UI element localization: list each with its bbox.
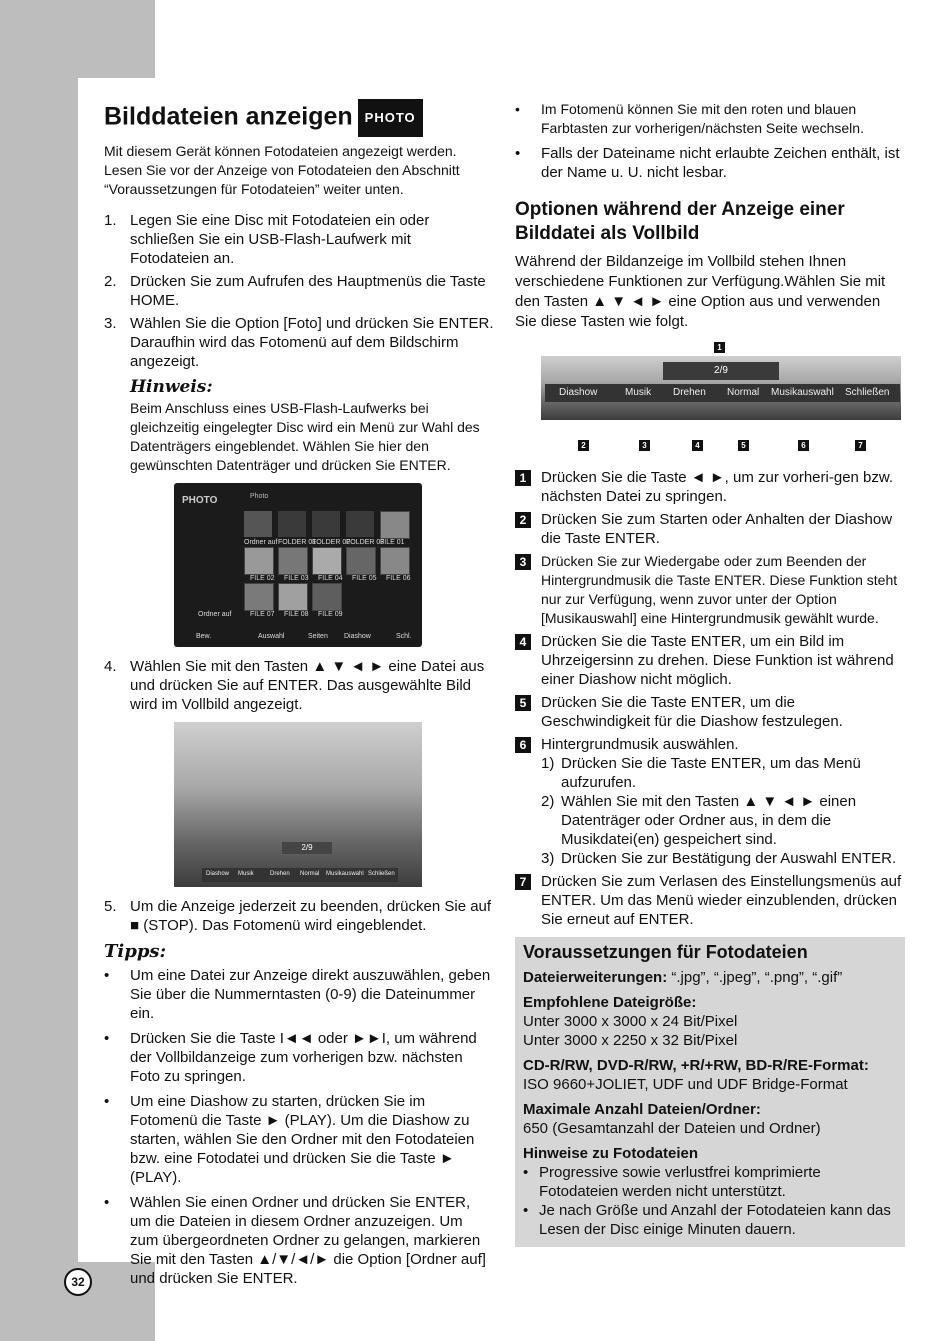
marker-4: 4 bbox=[692, 440, 703, 451]
menu-subheader: Photo bbox=[250, 493, 269, 500]
marker-6: 6 bbox=[798, 440, 809, 451]
requirements-extensions: Dateierweiterungen: “.jpg”, “.jpeg”, “.png”, “.gif” bbox=[523, 969, 843, 986]
hinweis-title: Hinweis: bbox=[130, 377, 213, 397]
requirements-notes: Hinweise zu Fotodateien • Progressive sowie verlustfrei komprimierte Fotodateien werden nicht unterstützt. • Je nach Größe und Anzahl der Fotodateien kann das Lesen der Disc einige Minuten dauern. bbox=[523, 1145, 891, 1238]
tipp-3: • Um eine Diashow zu starten, drücken Sie im Fotomenü die Taste ► (PLAY). Um die Diashow zu starten, wählen Sie den Ordner mit den Fotodateien bzw. eine Fotodatei und drücken Sie die Taste ► (PLAY). bbox=[104, 1093, 475, 1186]
page-number: 32 bbox=[64, 1268, 92, 1296]
option-item-7: 7 Drücken Sie zum Verlasen des Einstellungsmenüs auf ENTER. Um das Menü wieder einzublenden, drücken Sie erneut auf ENTER. bbox=[515, 872, 905, 929]
step-1: 1. Legen Sie eine Disc mit Fotodateien ein oder schließen Sie ein USB-Flash-Laufwerk mit Fotodateien an. bbox=[104, 212, 430, 267]
requirements-title: Voraussetzungen für Fotodateien bbox=[523, 942, 808, 962]
step-3: 3. Wählen Sie die Option [Foto] und drücken Sie ENTER. Daraufhin wird das Fotomenü auf dem Bildschirm angezeigt. bbox=[104, 315, 494, 370]
page-title: Bilddateien anzeigen PHOTO bbox=[104, 100, 494, 136]
right-column bbox=[515, 100, 905, 1247]
tipp-1: • Um eine Datei zur Anzeige direkt auszuwählen, geben Sie über die Nummerntasten (0-9) die Dateinummer ein. bbox=[104, 967, 491, 1022]
options-title: Optionen während der Anzeige einer Bilddatei als Vollbild bbox=[515, 199, 845, 244]
right-bullet-1: • Im Fotomenü können Sie mit den roten und blauen Farbtasten zur vorherigen/nächsten Seite wechseln. bbox=[515, 101, 864, 136]
tipps-title: Tipps: bbox=[104, 941, 167, 962]
menu-header: PHOTO bbox=[182, 495, 218, 506]
bar-counter: 2/9 bbox=[663, 362, 779, 380]
tipp-4: • Wählen Sie einen Ordner und drücken Sie ENTER, um die Dateien in diesem Ordner anzuzeigen. Um zum übergeordneten Ordner zu gelangen, markieren Sie mit den Tasten ▲/▼/◄/► die Option [Ordner auf] und drücken Sie ENTER. bbox=[104, 1194, 486, 1287]
marker-7: 7 bbox=[855, 440, 866, 451]
option-item-4: 4 Drücken Sie die Taste ENTER, um ein Bild im Uhrzeigersinn zu drehen. Diese Funktion ist während einer Diashow nicht möglich. bbox=[515, 632, 905, 689]
option-item-1: 1 Drücken Sie die Taste ◄ ►, um zur vorheri-gen bzw. nächsten Datei zu springen. bbox=[515, 468, 905, 506]
option-item-5: 5 Drücken Sie die Taste ENTER, um die Geschwindigkeit für die Diashow festzulegen. bbox=[515, 693, 905, 731]
margin-strip-left bbox=[0, 0, 78, 1341]
requirements-max: Maximale Anzahl Dateien/Ordner: 650 (Gesamtanzahl der Dateien und Ordner) bbox=[523, 1101, 821, 1137]
control-bar-figure: 1 2/9 Diashow Musik Drehen Normal Musikauswahl Schließen 2 3 4 5 6 7 bbox=[515, 340, 905, 468]
requirements-format: CD-R/RW, DVD-R/RW, +R/+RW, BD-R/RE-Format: ISO 9660+JOLIET, UDF und UDF Bridge-Format bbox=[523, 1057, 869, 1093]
photo-badge: PHOTO bbox=[359, 100, 422, 136]
step-4: 4. Wählen Sie mit den Tasten ▲ ▼ ◄ ► eine Datei aus und drücken Sie auf ENTER. Das ausgewählte Bild wird im Vollbild angezeigt. bbox=[104, 658, 485, 713]
photo-counter: 2/9 bbox=[282, 842, 332, 854]
fullscreen-photo-screenshot: 2/9 Diashow Musik Drehen Normal Musikauswahl Schließen bbox=[174, 722, 422, 887]
right-bullet-2: • Falls der Dateiname nicht erlaubte Zeichen enthält, ist der Name u. U. nicht lesbar. bbox=[515, 145, 900, 181]
photo-menu-screenshot: PHOTO Photo Ordner auf FOLDER 01 FOLDER 02 FOLDER 03 FILE 01 FILE 02 FILE 03 FILE 04 FILE 05 FILE 06 FILE 07 FILE 08 FILE 09 Ordner auf Bew. Auswahl Seiten Diashow Schl. bbox=[174, 483, 422, 647]
intro-text: Mit diesem Gerät können Fotodateien angezeigt werden. Lesen Sie vor der Anzeige von Fotodateien den Abschnitt “Voraussetzungen für Fotodateien” weiter unten. bbox=[104, 143, 460, 197]
tipp-2: • Drücken Sie die Taste I◄◄ oder ►►I, um während der Vollbildanzeige zum vorherigen bzw. nächsten Foto zu springen. bbox=[104, 1030, 477, 1085]
marker-2: 2 bbox=[578, 440, 589, 451]
marker-5: 5 bbox=[738, 440, 749, 451]
option-6-substeps: 1) Drücken Sie die Taste ENTER, um das Menü aufzurufen. 2) Wählen Sie mit den Tasten ▲ ▼ ◄ ► einen Datenträger oder Ordner aus, in dem die Musikdatei(en) gespeichert sind. 3) Drücken Sie zur Bestätigung der Auswahl ENTER. bbox=[541, 755, 897, 867]
marker-3: 3 bbox=[639, 440, 650, 451]
marker-1: 1 bbox=[714, 342, 725, 353]
requirements-size: Empfohlene Dateigröße: Unter 3000 x 3000 x 24 Bit/Pixel Unter 3000 x 2250 x 32 Bit/Pixel bbox=[523, 994, 738, 1049]
option-item-2: 2 Drücken Sie zum Starten oder Anhalten der Diashow die Taste ENTER. bbox=[515, 510, 905, 548]
left-column bbox=[104, 100, 494, 1294]
option-item-3: 3 Drücken Sie zur Wiedergabe oder zum Beenden der Hintergrundmusik die Taste ENTER. Diese Funktion steht nur zur Verfügung, wenn zuvor unter der Option [Musikauswahl] eine Hintergrundmusik gewählt wurde. bbox=[515, 552, 905, 628]
margin-strip-top bbox=[0, 0, 155, 78]
step-5: 5. Um die Anzeige jederzeit zu beenden, drücken Sie auf ■ (STOP). Das Fotomenü wird eingeblendet. bbox=[104, 898, 492, 934]
options-intro: Während der Bildanzeige im Vollbild stehen Ihnen verschiedene Funktionen zur Verfügung.Wählen Sie mit den Tasten ▲ ▼ ◄ ► eine Option aus und verwenden Sie diese Tasten wie folgt. bbox=[515, 253, 886, 330]
requirements-box bbox=[515, 937, 905, 1247]
option-item-6: 6 Hintergrundmusik auswählen. bbox=[515, 735, 905, 754]
step-2: 2. Drücken Sie zum Aufrufen des Hauptmenüs die Taste HOME. bbox=[104, 273, 486, 309]
hinweis-text: Beim Anschluss eines USB-Flash-Laufwerks bei gleichzeitig eingelegter Disc wird ein Menü zur Wahl des Datenträgers eingeblendet. Wählen Sie hier den gewünschten Datenträger und drücken Sie ENTER. bbox=[130, 400, 480, 473]
